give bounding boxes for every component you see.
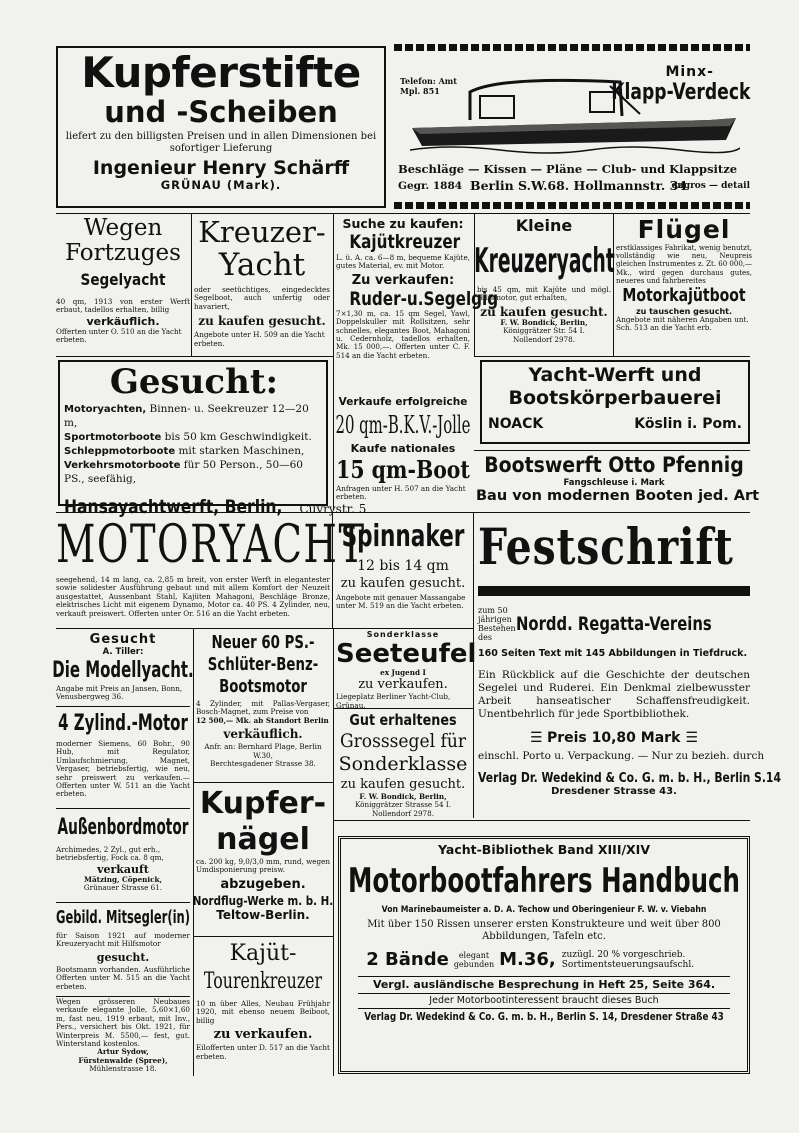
kleine-phone: Nollendorf 2978. xyxy=(513,334,575,344)
festschrift-pre1: zum 50 jährigen xyxy=(478,606,512,624)
wegen-sale: verkäuflich. xyxy=(86,314,160,328)
minx-address: Berlin S.W.68. Hollmannstr. 34 xyxy=(470,178,688,193)
schlueter-price: 12 500,— Mk. ab Standort Berlin xyxy=(196,715,329,725)
handbuch-price-line xyxy=(344,949,744,970)
naegel-ad xyxy=(192,786,334,922)
noack-footer xyxy=(484,416,746,432)
kreuzer-ad xyxy=(194,216,330,348)
minx-brand: Minx- xyxy=(665,64,714,80)
pfennig-ad xyxy=(476,452,760,504)
separator xyxy=(56,706,190,707)
naegel-sale: abzugeben. xyxy=(220,876,306,892)
separator xyxy=(474,450,750,451)
schlueter-ad xyxy=(196,632,330,768)
aussen-street: Grünauer Strasse 61. xyxy=(83,883,163,893)
kleine-head: Kleine xyxy=(515,216,573,235)
gesucht-line3 xyxy=(64,444,324,458)
modell-body: Angabe mit Preis an Jansen, Bonn, Venusbergweg 36. xyxy=(56,684,183,702)
modell-name: A. Tiller: xyxy=(102,647,144,657)
modell-head: Gesucht xyxy=(89,632,157,647)
suche-title: Kajütkreuzer xyxy=(349,231,461,253)
price-ornament-left: ☰ xyxy=(529,730,547,746)
wegen-ad xyxy=(56,216,190,345)
fluegel-offer: Angebote mit näheren Angaben unt. Sch. 513 an die Yacht erb. xyxy=(616,315,749,333)
separator xyxy=(193,936,333,937)
col-rule xyxy=(613,214,614,356)
handbuch-title: Motorbootfahrers Handbuch xyxy=(348,861,740,901)
pfennig-tag: Bau von modernen Booten jed. Art xyxy=(476,488,760,504)
minx-phone: Telefon: Amt Mpl. 851 xyxy=(400,76,457,96)
handbuch-price: M.36, xyxy=(499,949,556,970)
festschrift-bar xyxy=(478,586,750,596)
suche-body2: 7×1,30 m, ca. 15 qm Segel, Yawl, Doppelskuller mit Rollsitzen, sehr schnelles, elegantes Boot, Mahagoni u. Cedernholz, tadellos erhalten, Mk. 15 000,—. Offerten unter C. F. 514 an die Yacht erbeten. xyxy=(336,308,470,360)
motoryacht-ad xyxy=(56,514,366,618)
handbuch-bound2: gebunden xyxy=(453,959,495,969)
gesucht-l4b: für 50 Person., 50—60 PS., seefähig, xyxy=(64,459,303,485)
minx-items: Beschläge — Kissen — Pläne — Club- und Klappsitze xyxy=(398,162,738,176)
wegen-offer: Offerten unter O. 510 an die Yacht erbeten. xyxy=(56,326,182,345)
handbuch-body: Mit über 150 Rissen unserer ersten Konstrukteure und weit über 800 Abbildungen, Tafeln etc. xyxy=(367,919,721,942)
modell-title: Die Modellyacht. xyxy=(52,658,194,683)
touren-offer: Eilofferten unter D. 517 an die Yacht erbeten. xyxy=(196,1043,330,1061)
schlueter-title1: Neuer 60 PS.- xyxy=(211,632,315,653)
minx-ad xyxy=(394,54,750,200)
festschrift-street: Dresdener Strasse 43. xyxy=(551,786,677,797)
jolle-company: Artur Sydow, xyxy=(97,1047,149,1057)
grosssegel-buy: zu kaufen gesucht. xyxy=(340,777,466,792)
kupferstifte-place: GRÜNAU (Mark). xyxy=(160,178,282,192)
kleine-buy: zu kaufen gesucht. xyxy=(480,304,608,319)
motoryacht-title: MOTORYACHT xyxy=(56,515,366,575)
festschrift-pages: 160 Seiten Text mit 145 Abbildungen in Tiefdruck. xyxy=(478,648,748,659)
kreuzer-title1: Kreuzer- xyxy=(198,215,326,249)
bkv-title2: 15 qm-Boot xyxy=(336,455,470,484)
jolle-place: Fürstenwalde (Spree), xyxy=(78,1055,168,1065)
suche-title2: Ruder-u.Segelgig xyxy=(349,287,499,310)
bkv-offer: Anfragen unter H. 507 an die Yacht erbeten. xyxy=(336,484,466,502)
spinnaker-title: Spinnaker xyxy=(341,519,465,554)
gesucht-l3a: Schleppmotorboote xyxy=(64,446,176,457)
handbuch-publisher: Verlag Dr. Wedekind & Co. G. m. b. H., Berlin S. 14, Dresdener Straße 43 xyxy=(364,1010,724,1023)
gesucht-line2 xyxy=(64,430,324,444)
zylind-ad xyxy=(56,708,190,799)
gesucht-l2a: Sportmotorboote xyxy=(64,432,162,443)
aussen-sale: verkauft xyxy=(97,862,149,876)
gesucht-street: Cuvrystr. 5 xyxy=(299,502,367,516)
separator xyxy=(474,356,750,357)
naegel-body: ca. 200 kg, 9,0/3,0 mm, rund, wegen Umdisponierung preisw. xyxy=(196,857,330,875)
separator xyxy=(56,356,333,357)
wegen-title2: Fortzuges xyxy=(65,240,181,266)
kreuzer-title2: Yacht xyxy=(218,247,306,283)
mitsegler-body: für Saison 1921 auf moderner Kreuzeryacht mit Hilfsmotor xyxy=(56,931,190,949)
handbuch-series: Yacht-Bibliothek Band XIII/XIV xyxy=(437,842,651,857)
minx-founded: Gegr. 1884 xyxy=(398,180,463,192)
separator xyxy=(333,708,473,709)
kupferstifte-company: Ingenieur Henry Schärff xyxy=(92,157,350,179)
kleine-body: bis 45 qm, mit Kajüte und mögl. Hilfsmotor, gut erhalten, xyxy=(477,285,611,303)
bkv-head: Verkaufe erfolgreiche xyxy=(338,396,468,408)
separator xyxy=(56,808,190,809)
gesucht-line1 xyxy=(64,402,324,430)
suche-sale: Zu verkaufen: xyxy=(351,272,455,288)
minx-trade: engros — detail xyxy=(671,181,750,191)
modell-ad xyxy=(52,632,194,702)
grosssegel-ad xyxy=(336,710,470,818)
minx-bottom-border xyxy=(394,202,750,209)
gesucht-line4 xyxy=(64,458,324,486)
festschrift-pre xyxy=(478,606,516,642)
fluegel-title2: Motorkajütboot xyxy=(622,285,746,307)
kreuzer-body: oder seetüchtiges, eingedecktes Segelboot, auch unfertig oder havariert, xyxy=(194,285,330,311)
mitsegler-ad xyxy=(56,904,190,991)
jolle-ad xyxy=(56,998,190,1074)
gesucht-l2b: bis 50 km Geschwindigkeit. xyxy=(161,431,312,443)
pfennig-title: Bootswerft Otto Pfennig xyxy=(484,453,744,477)
aussen-company: Mätzing, Cöpenick, xyxy=(84,874,162,884)
noack-place: Köslin i. Pom. xyxy=(634,416,742,432)
price-ornament-right: ☰ xyxy=(685,730,699,746)
col-rule xyxy=(333,628,334,1076)
bkv-ad xyxy=(336,396,470,502)
touren-ad xyxy=(196,940,330,1061)
handbuch-extra: zuzügl. 20 % vorgeschrieb. Sortimentsteuerungsaufschl. xyxy=(561,949,695,970)
aussen-ad xyxy=(56,810,190,893)
festschrift-ad xyxy=(478,516,781,797)
jolle-body: Wegen grösseren Neubaues verkaufe elegante Jolle, 5,60×1,60 m, fast neu, 1919 erbaut, mit Inv., Pers., versichert bis Okt. 1921, für Winterpreis M. 5500,— fest, gut. Winterstand kostenlos. xyxy=(56,997,190,1049)
handbuch-vols: 2 Bände xyxy=(366,949,449,970)
fluegel-title: Flügel xyxy=(637,215,731,244)
touren-body: 10 m über Alles, Neubau Frühjahr 1920, mit ebenso neuem Beiboot, billig xyxy=(196,999,330,1025)
seeteufel-place: Liegeplatz Berliner Yacht-Club, Grünau. xyxy=(336,692,451,710)
zylind-body: moderner Siemens, 60 Bohr., 90 Hub, mit Regulator, Umlaufschmierung, Magnet, Vergaser, betriebsfertig, wie neu, sehr preiswert zu verkaufen.— Offerten unter W. 511 an die Yacht erbeten. xyxy=(56,739,190,799)
gesucht-title: Gesucht: xyxy=(109,362,279,402)
handbuch-bound1: elegant xyxy=(458,950,490,960)
suche-body: L. ü. A. ca. 6—8 m, bequeme Kajüte, gutes Material, ev. mit Motor. xyxy=(336,253,470,271)
minx-title: Klapp-Verdeck xyxy=(610,80,750,105)
handbuch-review: Vergl. ausländische Besprechung in Heft 25, Seite 364. xyxy=(372,978,716,991)
spinnaker-offer: Angebote mit genauer Massangabe unter M. 519 an die Yacht erbeten. xyxy=(336,593,466,611)
grosssegel-phone: Nollendorf 2978. xyxy=(372,808,434,818)
separator xyxy=(56,902,190,903)
grosssegel-street: Königgrätzer Strasse 54 I. xyxy=(354,800,451,810)
naegel-place: Teltow-Berlin. xyxy=(216,907,310,922)
gesucht-l4a: Verkehrsmotorboote xyxy=(64,460,181,471)
grosssegel-title3: Sonderklasse xyxy=(338,753,468,775)
fluegel-ad xyxy=(616,216,752,333)
suche-head: Suche zu kaufen: xyxy=(342,216,464,231)
separator xyxy=(56,628,473,629)
kleine-ad xyxy=(474,216,615,344)
naegel-title1: Kupfer- xyxy=(199,786,327,821)
schlueter-contact: Anfr. an: Bernhard Plage, Berlin W.30, xyxy=(204,742,322,760)
gesucht-company: Hansayachtwerft, Berlin, xyxy=(64,496,283,518)
festschrift-price-line xyxy=(478,727,750,746)
seeteufel-sale: zu verkaufen. xyxy=(358,677,448,693)
festschrift-price: Preis 10,80 Mark xyxy=(546,730,681,746)
naegel-title2: nägel xyxy=(216,822,310,857)
kupferstifte-subtitle: und -Scheiben xyxy=(104,95,338,129)
festschrift-club: Nordd. Regatta-Vereins xyxy=(515,613,712,635)
noack-title2: Bootskörperbauerei xyxy=(508,387,722,409)
kleine-company: F. W. Bondick, Berlin, xyxy=(500,317,588,327)
festschrift-pre2: Bestehen des xyxy=(478,624,516,642)
minx-top-border xyxy=(394,44,750,51)
festschrift-club-line xyxy=(478,606,750,642)
naegel-company: Nordflug-Werke m. b. H. xyxy=(192,893,334,908)
kreuzer-offer: Angebote unter H. 509 an die Yacht erbeten. xyxy=(194,330,325,348)
aussen-body: Archimedes, 2 Zyl., gut erh., betriebsfertig, Fock ca. 8 qm, xyxy=(56,845,164,863)
grosssegel-company: F. W. Bondick, Berlin, xyxy=(359,792,447,801)
mitsegler-wanted: gesucht. xyxy=(96,950,150,964)
suche-ad xyxy=(336,216,499,360)
touren-sale: zu verkaufen. xyxy=(213,1027,313,1043)
fluegel-body: erstklassiges Fabrikat, wenig benutzt, vollständig wie neu, Neupreis gleichen Instrumentes z. Zt. 60 000,— Mk., wird gegen durchaus gutes, neueres und fahrbereites xyxy=(616,244,752,285)
bkv-title: 20 qm-B.K.V.-Jolle xyxy=(335,411,471,439)
motoryacht-body: seegehend, 14 m lang, ca. 2,85 m breit, von erster Werft in elegantester sowie solidester Ausführung gebaut und mit allem Komfort der Neuzeit ausgestattet, Aussenbant Stahl, Kajüten Mahagoni, Beschläge Bronze, elektrisches Licht mit eigenem Dynamo, Motor ca. 40 PS. 4 Zylinder, neu, verkauft preiswert. Offerten unter Or. 516 an die Yacht erbeten. xyxy=(56,575,330,618)
grosssegel-title2: Grosssegel für xyxy=(339,730,467,752)
mitsegler-title: Gebild. Mitsegler(in) xyxy=(55,907,190,928)
festschrift-note: einschl. Porto u. Verpackung. — Nur zu bezieh. durch xyxy=(478,750,765,762)
spinnaker-size: 12 bis 14 qm xyxy=(357,558,449,574)
col-rule xyxy=(191,214,192,356)
spinnaker-ad xyxy=(336,516,470,611)
grosssegel-title1: Gut erhaltenes xyxy=(349,711,457,729)
separator xyxy=(193,782,333,783)
festschrift-publisher: Verlag Dr. Wedekind & Co. G. m. b. H., Berlin S.14 xyxy=(478,770,781,786)
separator-top xyxy=(56,213,750,214)
wegen-title1: Wegen xyxy=(83,215,163,241)
schlueter-street: Berchtesgadener Strasse 38. xyxy=(210,759,316,769)
zylind-title: 4 Zylind.-Motor xyxy=(58,711,188,736)
seeteufel-ad xyxy=(336,630,477,710)
schlueter-title3: Bootsmotor xyxy=(219,676,307,697)
festschrift-title: Festschrift xyxy=(478,517,734,576)
touren-title2: Tourenkreuzer xyxy=(203,969,323,994)
festschrift-body: Ein Rückblick auf die Geschichte der deutschen Segelei und Ruderei. Ein Denkmal zielbewusster Arbeit hanseatischer Schaffensfreudigkeit. Unentbehrlich für jede Sportbibliothek. xyxy=(478,669,750,720)
kleine-address: Königgrätzer Str. 54 I. xyxy=(503,326,585,336)
separator xyxy=(333,820,750,821)
mitsegler-body2: Bootsmann vorhanden. Ausführliche Offerten unter M. 515 an die Yacht erbeten. xyxy=(56,964,190,991)
seeteufel-head: Sonderklasse xyxy=(366,630,440,639)
pfennig-sub: Fangschleuse i. Mark xyxy=(563,478,665,488)
gesucht-l1b: Binnen- u. Seekreuzer 12—20 m, xyxy=(64,403,309,429)
bkv-head2: Kaufe nationales xyxy=(350,442,456,455)
kleine-title: Kreuzeryacht xyxy=(474,241,615,281)
gesucht-l3b: mit starken Maschinen, xyxy=(175,445,305,457)
wegen-body: 40 qm, 1913 von erster Werft erbaut, tadellos erhalten, billig xyxy=(56,297,190,315)
handbuch-authors: Von Marinebaumeister a. D. A. Techow und Oberingenieur F. W. v. Viebahn xyxy=(381,905,707,915)
schlueter-title2: Schlüter-Benz- xyxy=(207,654,319,675)
noack-name: NOACK xyxy=(488,416,544,432)
kupferstifte-body: liefert zu den billigsten Preisen und in allen Dimensionen bei sofortiger Lieferung xyxy=(65,131,377,154)
kreuzer-buy: zu kaufen gesucht. xyxy=(198,314,326,329)
aussen-title: Außenbordmotor xyxy=(57,815,189,840)
kupferstifte-title: Kupferstifte xyxy=(81,48,361,97)
noack-title1: Yacht-Werft und xyxy=(528,364,702,386)
fluegel-swap: zu tauschen gesucht. xyxy=(635,307,733,317)
separator xyxy=(56,512,750,513)
schlueter-body: 4 Zylinder, mit Pallas-Vergaser, Bosch-Magnet, zum Preise von xyxy=(196,699,330,717)
wegen-title3: Segelyacht xyxy=(80,270,166,289)
gesucht-l1a: Motoryachten, xyxy=(64,404,147,415)
handbuch-binding xyxy=(454,951,494,969)
jolle-street: Mühlenstrasse 18. xyxy=(89,1064,157,1074)
schlueter-sale: verkäuflich. xyxy=(223,727,303,742)
seeteufel-sub: ex Jugend I xyxy=(380,668,426,677)
seeteufel-title: Seeteufel xyxy=(336,639,477,669)
handbuch-must: Jeder Motorbootinteressent braucht dieses Buch xyxy=(429,995,659,1006)
touren-title1: Kajüt- xyxy=(229,941,297,966)
spinnaker-buy: zu kaufen gesucht. xyxy=(340,576,466,591)
